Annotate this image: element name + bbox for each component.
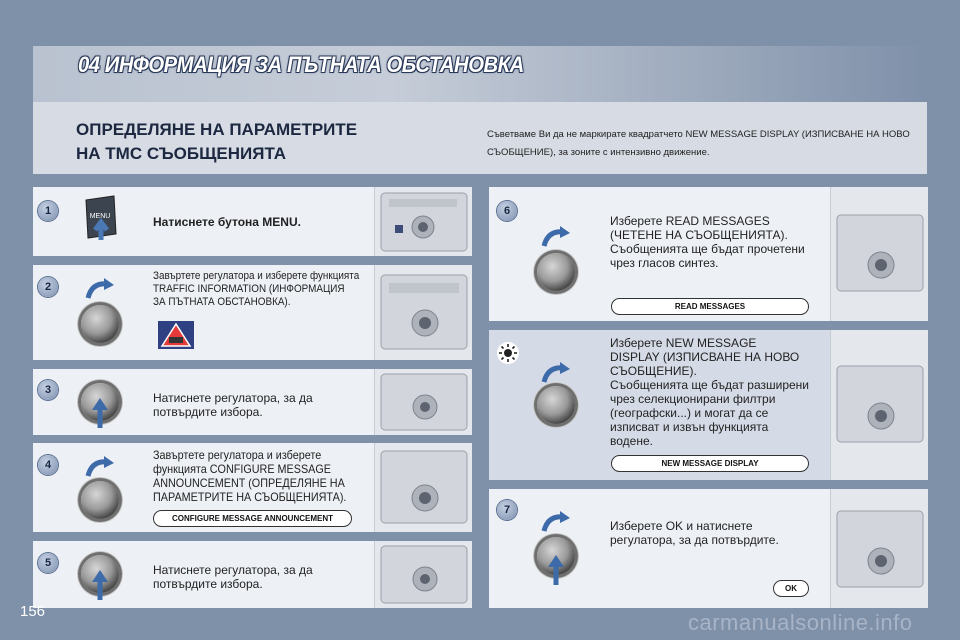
step-7-device-image (830, 489, 928, 608)
rotate-arrow-icon (84, 454, 116, 480)
step-5-number: 5 (38, 553, 58, 573)
rotate-arrow-icon (84, 276, 116, 302)
rotate-arrow-icon (540, 360, 572, 386)
svg-text:MENU: MENU (89, 213, 111, 220)
configure-message-announcement-pill: CONFIGURE MESSAGE ANNOUNCEMENT (153, 510, 352, 527)
step-6-device-image (830, 187, 928, 321)
control-knob-icon (81, 481, 119, 519)
ok-pill: OK (773, 580, 809, 597)
new-message-text: Изберете NEW MESSAGE DISPLAY (ИЗПИСВАНЕ НА НОВО СЪОБЩЕНИЕ). Съобщенията ще бъдат разширени чрез селекционирани филтри (географски...) и могат да се изписват и извън функцията водене. (610, 336, 810, 448)
step-4-text: Завъртете регулатора и изберете функцията CONFIGURE MESSAGE ANNOUNCEMENT (ОПРЕДЕЛЯНЕ НА ПАРАМЕТРИТЕ НА СЪОБЩЕНИЯТА). (153, 448, 347, 504)
tip-sun-icon (497, 342, 519, 364)
step-4-number: 4 (38, 455, 58, 475)
step-6-number: 6 (497, 201, 517, 221)
advice-note (487, 126, 917, 162)
control-panel-icon (375, 541, 472, 608)
control-panel-icon (831, 330, 928, 480)
traffic-info-icon (158, 321, 194, 349)
push-arrow-icon (548, 555, 564, 585)
control-panel-icon (375, 265, 472, 360)
step-5-text: Натиснете регулатора, за да потвърдите избора. (153, 563, 313, 591)
step-2-device-image (374, 265, 472, 360)
new-message-display-pill: NEW MESSAGE DISPLAY (611, 455, 809, 472)
section-title-line1: ОПРЕДЕЛЯНЕ НА ПАРАМЕТРИТЕ (76, 120, 358, 139)
step-1-device-image (374, 187, 472, 256)
step-3-device-image (374, 369, 472, 435)
control-panel-icon (831, 187, 928, 321)
step-1-text: Натиснете бутона MENU. (153, 215, 301, 229)
new-message-device-image (830, 330, 928, 480)
step-7-number: 7 (497, 500, 517, 520)
step-7-text: Изберете OK и натиснете регулатора, за да потвърдите. (610, 519, 779, 547)
rotate-arrow-icon (540, 509, 572, 535)
control-knob-icon (537, 386, 575, 424)
step-3-text: Натиснете регулатора, за да потвърдите избора. (153, 391, 313, 419)
step-4-device-image (374, 443, 472, 532)
push-arrow-icon (92, 570, 108, 600)
advice-line2: СЪОБЩЕНИЕ), за зоните с интензивно движение. (487, 147, 710, 158)
menu-button-icon (84, 194, 118, 240)
control-panel-icon (375, 369, 472, 435)
rotate-arrow-icon (540, 224, 572, 250)
step-5-device-image (374, 541, 472, 608)
step-3-number: 3 (38, 380, 58, 400)
control-knob-icon (81, 305, 119, 343)
section-title (76, 118, 357, 166)
section-title-line2: НА TMC СЪОБЩЕНИЯТА (76, 144, 287, 163)
control-panel-icon (375, 443, 472, 532)
step-1-number: 1 (38, 201, 58, 221)
control-panel-icon (831, 489, 928, 608)
read-messages-pill: READ MESSAGES (611, 298, 809, 315)
control-knob-icon (537, 253, 575, 291)
step-6-text: Изберете READ MESSAGES (ЧЕТЕНЕ НА СЪОБЩЕНИЯТА). Съобщенията ще бъдат прочетени чрез гласов синтез. (610, 214, 805, 270)
step-2-text: Завъртете регулатора и изберете функцията TRAFFIC INFORMATION (ИНФОРМАЦИЯ ЗА ПЪТНАТА ОБСТАНОВКА). (153, 270, 360, 308)
chapter-title: 04 ИНФОРМАЦИЯ ЗА ПЪТНАТА ОБСТАНОВКА (78, 52, 524, 77)
push-arrow-icon (92, 398, 108, 428)
advice-line1: Съветваме Ви да не маркирате квадратчето NEW MESSAGE DISPLAY (ИЗПИСВАНЕ НА НОВО (487, 129, 910, 140)
step-2-number: 2 (38, 277, 58, 297)
page-number: 156 (20, 603, 46, 620)
watermark: carmanualsonline.info (688, 610, 913, 635)
control-panel-icon (375, 187, 472, 256)
